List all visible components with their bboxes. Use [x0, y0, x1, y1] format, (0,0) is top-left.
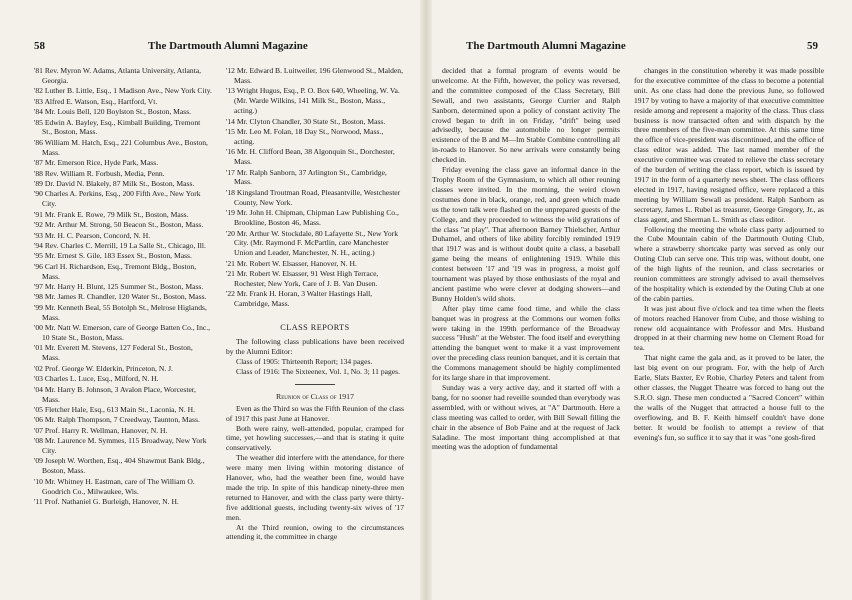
- secretary-entry: '18 Kingsland Troutman Road, Pleasantville, Westchester County, New York.: [226, 187, 401, 207]
- left-page: [0, 0, 420, 600]
- secretary-entry: '96 Carl H. Richardson, Esq., Tremont Bldg., Boston, Mass.: [34, 261, 197, 281]
- secretary-entry: '84 Mr. Louis Bell, 120 Boylston St., Boston, Mass.: [34, 107, 192, 117]
- secretary-entry: '95 Mr. Ernest S. Gile, 183 Essex St., Boston, Mass.: [34, 251, 192, 261]
- class-reports-intro: The following class publications have been received by the Alumni Editor:: [226, 337, 404, 357]
- article-paragraph: changes in the constitution whereby it was made possible for the executive committee of the class to become a potential unit. As one class had done the previous June, so followed 1917 by voting to have a majority of that executive committee reside among and represent a majority of the class. Thus class business is now transacted often and with dispatch by the three members of the five-man committee. At this same time the office of vice-president was discontinued, and the office of class editor was added. The last named member of the executive committee was created to relieve the class secretary of the burden of writing the class report, which is issued by 1917 in the form of a quarterly news sheet. The class officers elected in 1917, having resigned office, were replaced a this meeting by William Sewall as president. Ralph Sanborn as secretary, James L. Rubel as treasurer, George Gregory, Jr., as class agent, and Sherman L. Smith as class editor.: [634, 66, 824, 224]
- article-paragraph: Following the meeting the whole class party adjourned to the Cube Mountain cabin of the Dartmouth Outing Club, where a strawberry shortcake party was served as only our Outing Club can serve one. This trip was, without doubt, one of the high lights of the reunion, and class secretaries or reunion committees are strongly advised to avail themselves of the hospitality which is extended by the Outing Club at one of the cabin parties.: [634, 224, 824, 303]
- secretary-entry: '92 Mr. Arthur M. Strong, 50 Beacon St., Boston, Mass.: [34, 220, 204, 230]
- secretary-entry: '91 Mr. Frank E. Rowe, 79 Milk St., Boston, Mass.: [34, 209, 189, 219]
- secretary-entry: '13 Wright Hugus, Esq., P. O. Box 640, Wheeling, W. Va. (Mr. Warde Wilkins, 141 Milk St., Boston, Mass., acting.): [226, 86, 400, 116]
- secretary-entry: '99 Mr. Kenneth Beal, 55 Botolph St., Melrose Higlands, Mass.: [34, 302, 207, 322]
- secretary-entry: '98 Mr. James R. Chandler, 120 Water St., Boston, Mass.: [34, 292, 207, 302]
- secretary-entry: '01 Mr. Everett M. Stevens, 127 Federal St., Boston, Mass.: [34, 343, 193, 363]
- secretary-entry: '87 Mr. Emerson Rice, Hyde Park, Mass.: [34, 158, 159, 168]
- reunion-paragraph: Even as the Third so was the Fifth Reunion of the class of 1917 this past June at Hanover.: [226, 403, 404, 423]
- class-reports-list: [226, 357, 404, 377]
- secretary-entry: '90 Charles A. Perkins, Esq., 200 Fifth Ave., New York City.: [34, 189, 201, 209]
- secretary-entry: '14 Mr. Clyton Chandler, 30 State St., Boston, Mass.: [226, 116, 386, 126]
- secretary-entry: '04 Mr. Harry B. Johnson, 3 Avalon Place, Worcester, Mass.: [34, 384, 196, 404]
- article-paragraph: It was just about five o'clock and tea time when the fleets of motors reached Hanover from Cube, and those wishing to renew old acquaintance with Professor and Mrs. Husband dropped in at their charming new home on Clement Road for tea.: [634, 303, 824, 353]
- right-running-head: The Dartmouth Alumni Magazine: [466, 40, 626, 52]
- right-page-header: [466, 40, 818, 56]
- secretary-entry: '86 William M. Hatch, Esq., 221 Columbus Ave., Boston, Mass.: [34, 137, 208, 157]
- section-divider: [295, 384, 335, 385]
- secretary-entry: '12 Mr. Edward B. Luitweiler, 196 Glenwood St., Malden, Mass.: [226, 66, 403, 85]
- class-reports-heading: CLASS REPORTS: [280, 323, 350, 333]
- secretary-entry: '22 Mr. Frank H. Horan, 3 Walter Hastings Hall, Cambridge, Mass.: [226, 289, 373, 309]
- secretary-entry: '15 Mr. Leo M. Folan, 18 Day St., Norwood, Mass., acting.: [226, 126, 384, 146]
- secretary-entry: '09 Joseph W. Worthen, Esq., 404 Shawmut Bank Bldg., Boston, Mass.: [34, 456, 205, 476]
- secretary-entry: '83 Alfred E. Watson, Esq., Hartford, Vt.: [34, 96, 158, 106]
- reunion-heading: Reunion of Class of 1917: [276, 391, 354, 401]
- reunion-paragraph: The weather did interfere with the attendance, for there were many men living within motoring distance of Hanover, who, had the weather been fine, would have made the trip. In spite of this handicap ninety-three men returned to Hanover, and with the class party were thirty-five additional guests, including twenty-six wives of '17 men.: [226, 453, 404, 522]
- secretary-entry: '08 Mr. Laurence M. Symmes, 115 Broadway, New York City.: [34, 436, 207, 456]
- article-paragraph: That night came the gala and, as it proved to be later, the last big event on our program. For, with the help of Arch Earle, Slats Baxter, Ev Robie, Charley Peters and talent from other classes, the Nugget Theatre was forced to hang out the S.R.O. sign. These men conducted a "Sacred Concert" within the walls of the Nugget that attracted a house full to the overflowing, and B. F. Keith himself couldn't have done better. It would be foolish to attempt a review of that evening's fun, so suffice it to say that it was "one gosh-fired: [634, 353, 824, 442]
- left-page-number: 58: [34, 40, 45, 52]
- book-gutter: [420, 0, 432, 600]
- left-column-2: [226, 66, 404, 542]
- secretary-entry: '05 Fletcher Hale, Esq., 613 Main St., Laconia, N. H.: [34, 404, 196, 414]
- class-report-item: Class of 1916: The Sixteenex, Vol. 1, No. 3; 11 pages.: [236, 366, 401, 376]
- secretary-list-continued: [226, 66, 404, 309]
- secretary-entry: '88 Rev. William R. Forbush, Media, Penn.: [34, 168, 165, 178]
- article-paragraph: decided that a formal program of events would be unwelcome. At the Fifth, however, the policy was reversed, and the committee composed of the Class Secretary, Bill Sewall, and two assistants, George Currier and Ralph Sanborn, determined upon a policy of constant activity The crowd began to drift in on Friday, "drift" being used advisedly, because the automobile no longer permits existence of the B and M—Im Stable Combine controlling all in-roads to Hanover. So new arrivals were constantly being checked in.: [432, 66, 620, 165]
- secretary-entry: '02 Prof. George W. Elderkin, Princeton, N. J.: [34, 363, 173, 373]
- left-running-head: The Dartmouth Alumni Magazine: [148, 40, 308, 52]
- secretary-entry: '11 Prof. Nathaniel G. Burleigh, Hanover, N. H.: [34, 497, 179, 507]
- secretary-entry: '19 Mr. John H. Chipman, Chipman Law Publishing Co., Brookline, Boston 46, Mass.: [226, 208, 399, 228]
- right-column-1: [432, 66, 620, 452]
- secretary-entry: '94 Rev. Charles C. Merrill, 19 La Salle St., Chicago, Ill.: [34, 240, 206, 250]
- reunion-paragraph: At the Third reunion, owing to the circumstances attending it, the committee in charge: [226, 522, 404, 542]
- reunion-paragraph: Both were rainy, well-attended, popular, cramped for time, yet howling successes,—and that is stating it quite conservatively.: [226, 423, 404, 453]
- secretary-entry: '21 Mr. Robert W. Elsasser, Hanover, N. H.: [226, 258, 357, 268]
- secretary-entry: '06 Mr. Ralph Thompson, 7 Creedway, Taunton, Mass.: [34, 415, 200, 425]
- article-paragraph: Sunday was a very active day, and it started off with a bang, for no sooner had reveille sounded than everybody was assembled, with or without wives, at "A" Dartmouth. Here a class meeting was called to order, with Bill Sewall filling the chair in the absence of Bob Paine and at the request of Jack Saladine. The most important thing accomplished at that meeting was the adoption of fundamental: [432, 383, 620, 452]
- article-paragraph: Friday evening the class gave an informal dance in the Trophy Room of the Gymnasium, to which all other reuning classes were invited. In the morning, the weird clown costumes done in black, orange, red, and green which made us the town talk were flashed on the unprepared guests of the College, and they proceeded to witness the wild gyrations of the class "at play". That afternoon Barney Thielscher, Arthur Duhamel, and others of like ability forcibly reminded 1919 that 1917 was and is without doubt quite a class, a baseball game being the means of enlightening 1919. While this contest between '17 and '19 was in progress, a moist golf tournament was played by those enthusiasts of the royal and ancient pastime who were clever at dodging showers—and Bunny Holden's wild shots.: [432, 165, 620, 303]
- right-page: [432, 0, 852, 600]
- secretary-entry: '03 Charles L. Luce, Esq., Milford, N. H.: [34, 374, 159, 384]
- secretary-entry: '00 Mr. Natt W. Emerson, care of George Batten Co., Inc., 10 State St., Boston, Mass.: [34, 323, 211, 343]
- secretary-entry: '07 Prof. Harry R. Wellman, Hanover, N. H.: [34, 425, 168, 435]
- secretary-entry: '81 Rev. Myron W. Adams, Atlanta University, Atlanta, Georgia.: [34, 66, 202, 85]
- secretary-entry: '21 Mr. Robert W. Elsasser, 91 West High Terrace, Rochester, New York, Care of J. B. Van Dusen.: [226, 269, 379, 289]
- reunion-article-start: [226, 404, 404, 543]
- secretary-entry: '17 Mr. Ralph Sanborn, 37 Arlington St., Cambridge, Mass.: [226, 167, 387, 187]
- secretary-entry: '10 Mr. Whitney H. Eastman, care of The William O. Goodrich Co., Milwaukee, Wis.: [34, 476, 195, 496]
- left-column-1: [34, 66, 212, 507]
- right-page-number: 59: [807, 40, 818, 52]
- secretary-entry: '85 Edwin A. Bayley, Esq., Kimball Building, Tremont St., Boston, Mass.: [34, 117, 201, 137]
- secretary-entry: '20 Mr. Arthur W. Stockdale, 80 Lafayette St., New York City. (Mr. Raymond F. McPartlin, care Manchester Union and Leader, Manchester, N. H., acting.): [226, 228, 398, 258]
- right-column-2: [634, 66, 824, 442]
- article-paragraph: After play time came food time, and while the class banquet was in progress at the Commons our women folks were taking in the 199th performance of the Broadway success "Hush" at the Webster. The food itself and everything attending the banquet went to make it a vast improvement over the preceding class reunion banquet, and it is certain that the Commons management should be highly complimented for its large share in that improvement.: [432, 303, 620, 383]
- class-report-item: Class of 1905: Thirteenth Report; 134 pages.: [236, 356, 373, 366]
- secretary-entry: '93 Mr. H. C. Pearson, Concord, N. H.: [34, 230, 151, 240]
- left-page-header: [34, 40, 386, 56]
- secretary-entry: '97 Mr. Harry H. Blunt, 125 Summer St., Boston, Mass.: [34, 282, 204, 292]
- secretary-entry: '89 Dr. David N. Blakely, 87 Milk St., Boston, Mass.: [34, 178, 195, 188]
- secretary-entry: '82 Luther B. Little, Esq., 1 Madison Ave., New York City.: [34, 86, 212, 96]
- secretary-entry: '16 Mr. H. Clifford Bean, 38 Algonquin St., Dorchester, Mass.: [226, 147, 395, 167]
